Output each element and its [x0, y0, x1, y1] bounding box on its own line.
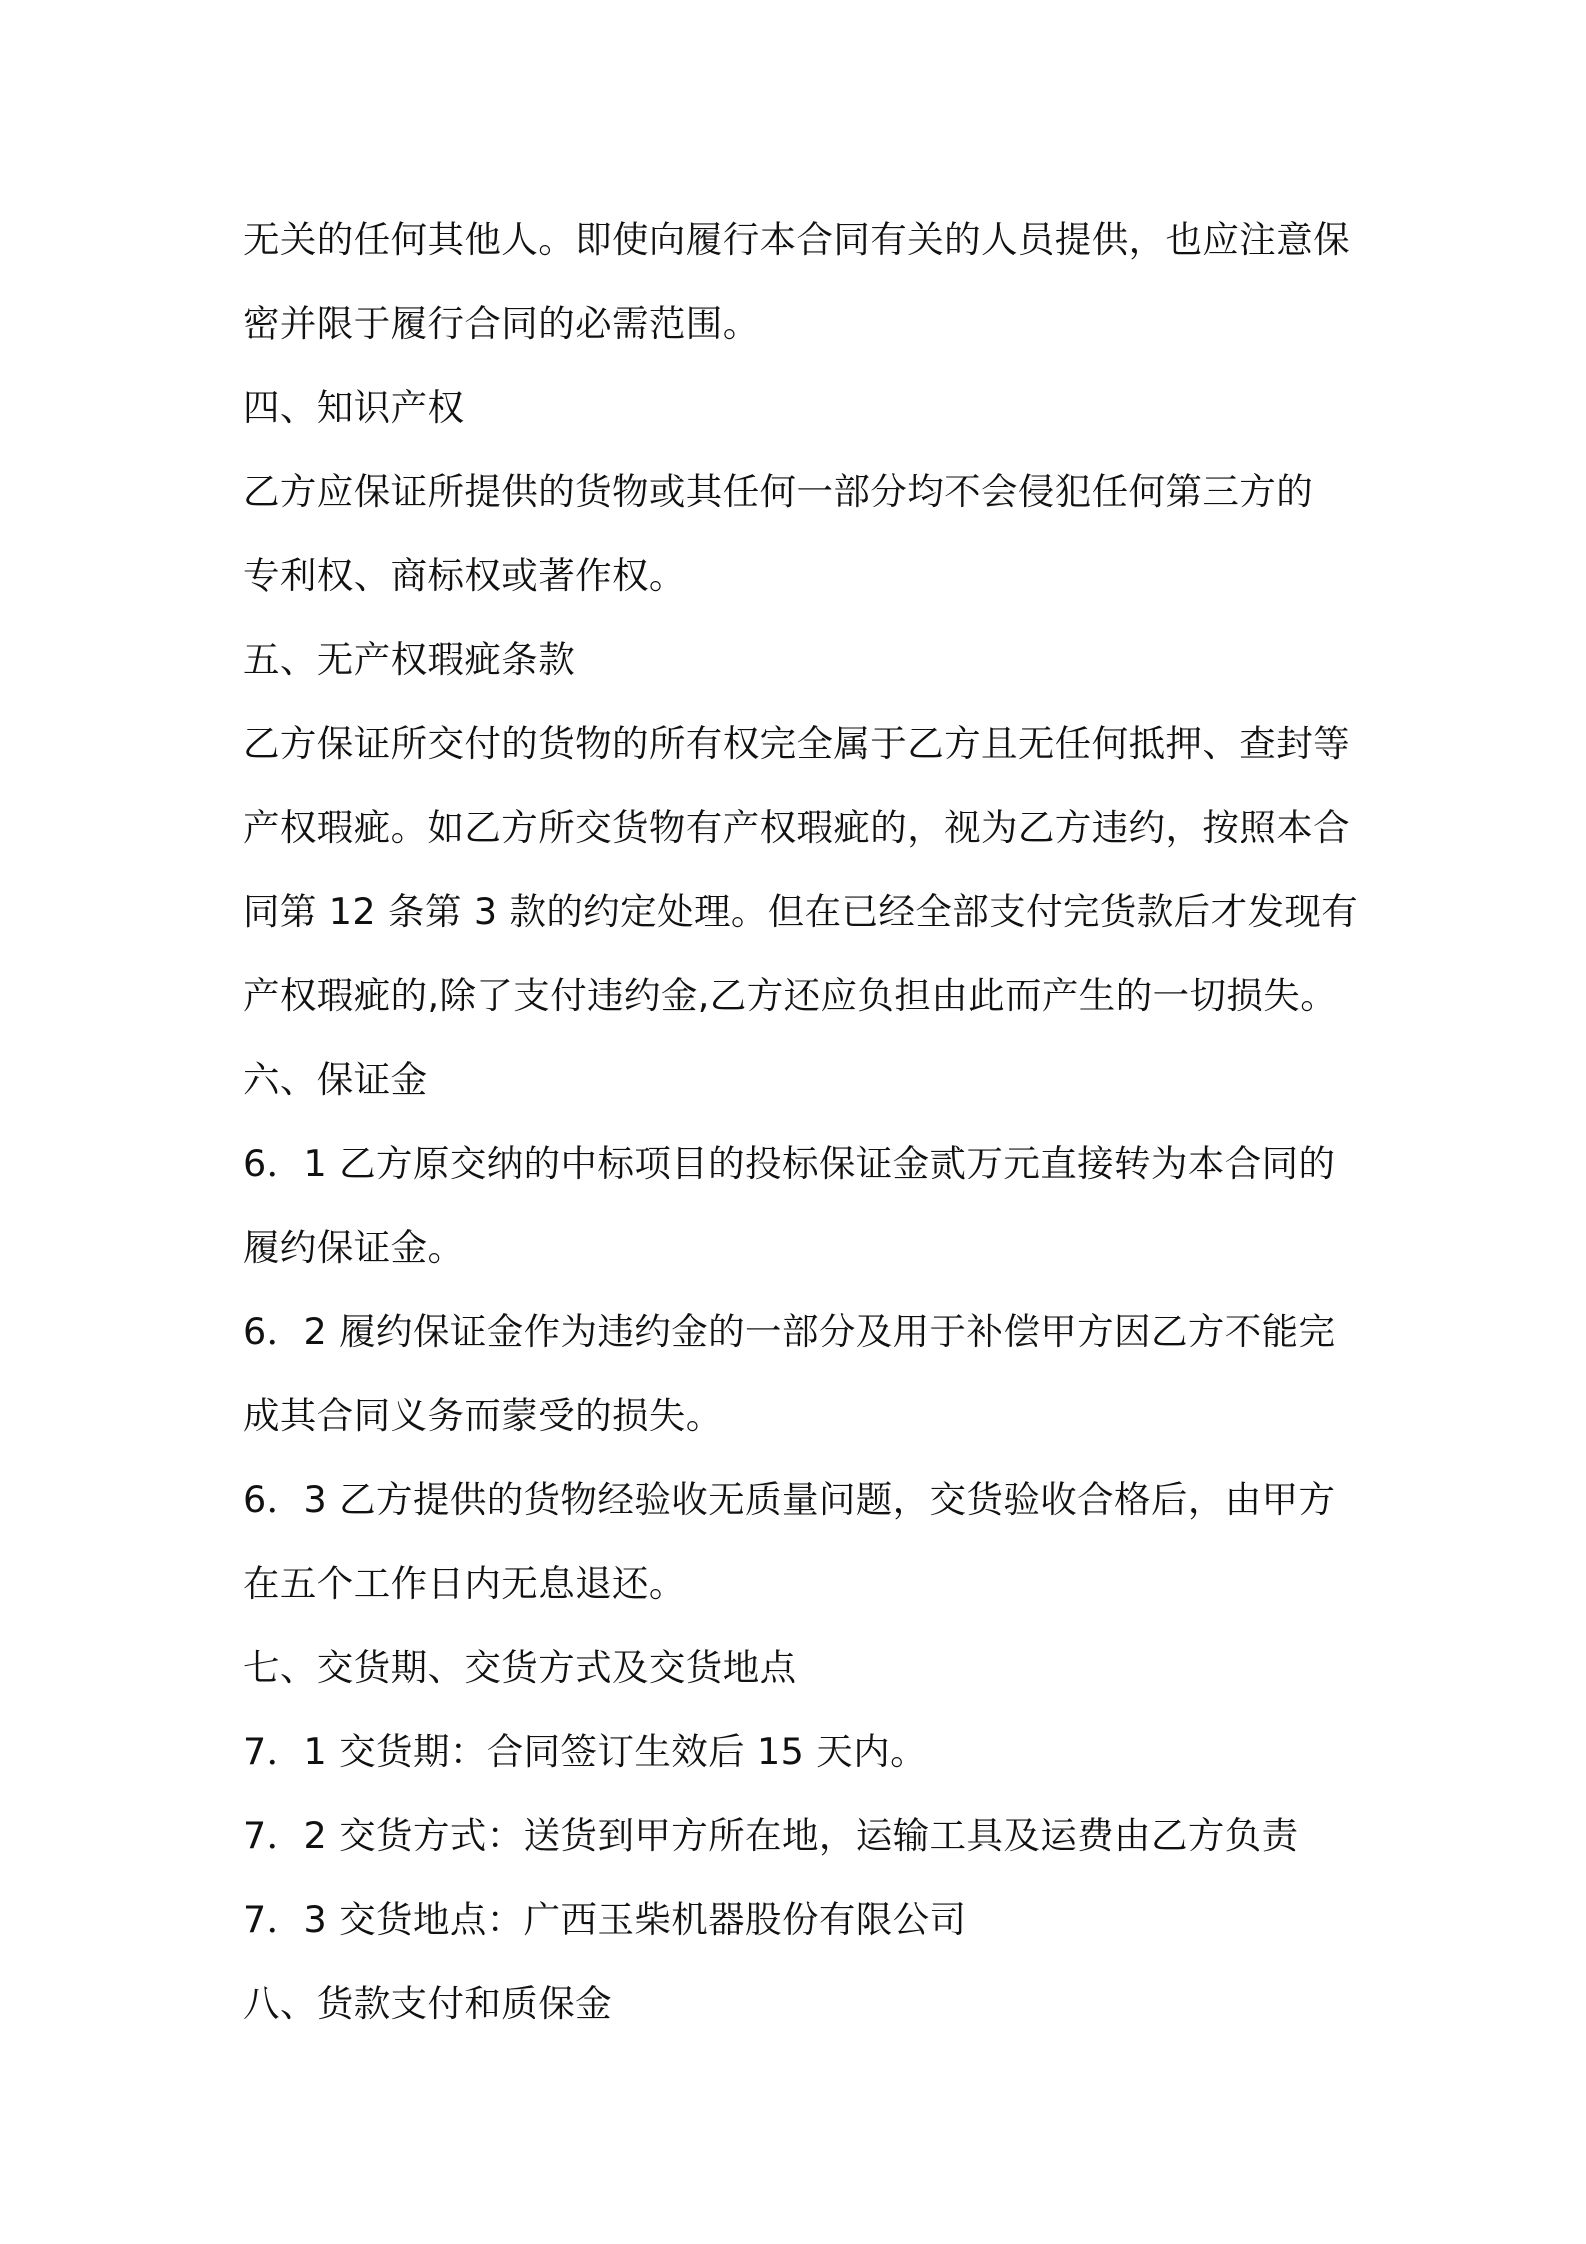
clause-line: 履约保证金。	[243, 1226, 465, 1269]
paragraph-line: 产权瑕疵的,除了支付违约金,乙方还应负担由此而产生的一切损失。	[243, 974, 1338, 1017]
section-heading: 五、无产权瑕疵条款	[243, 638, 576, 681]
section-heading: 六、保证金	[243, 1058, 428, 1101]
document-body	[243, 198, 1363, 2046]
clause-line: 6．3 乙方提供的货物经验收无质量问题，交货验收合格后，由甲方	[243, 1478, 1336, 1521]
clause-line: 7．2 交货方式：送货到甲方所在地，运输工具及运费由乙方负责	[243, 1814, 1299, 1857]
section-heading: 八、货款支付和质保金	[243, 1982, 612, 2025]
clause-line: 7．3 交货地点：广西玉柴机器股份有限公司	[243, 1898, 967, 1941]
paragraph-line: 密并限于履行合同的必需范围。	[243, 302, 760, 345]
section-heading: 七、交货期、交货方式及交货地点	[243, 1646, 797, 1689]
paragraph-line: 同第 12 条第 3 款的约定处理。但在已经全部支付完货款后才发现有	[243, 890, 1359, 933]
clause-line: 在五个工作日内无息退还。	[243, 1562, 686, 1605]
section-heading: 四、知识产权	[243, 386, 465, 429]
clause-line: 成其合同义务而蒙受的损失。	[243, 1394, 723, 1437]
clause-line: 6．1 乙方原交纳的中标项目的投标保证金贰万元直接转为本合同的	[243, 1142, 1336, 1185]
clause-line: 7．1 交货期：合同签订生效后 15 天内。	[243, 1730, 927, 1773]
paragraph-line: 产权瑕疵。如乙方所交货物有产权瑕疵的，视为乙方违约，按照本合	[243, 806, 1350, 849]
clause-line: 6．2 履约保证金作为违约金的一部分及用于补偿甲方因乙方不能完	[243, 1310, 1336, 1353]
paragraph-line: 专利权、商标权或著作权。	[243, 554, 686, 597]
paragraph-line: 无关的任何其他人。即使向履行本合同有关的人员提供，也应注意保	[243, 218, 1350, 261]
paragraph-line: 乙方保证所交付的货物的所有权完全属于乙方且无任何抵押、查封等	[243, 722, 1350, 765]
paragraph-line: 乙方应保证所提供的货物或其任何一部分均不会侵犯任何第三方的	[243, 470, 1314, 513]
